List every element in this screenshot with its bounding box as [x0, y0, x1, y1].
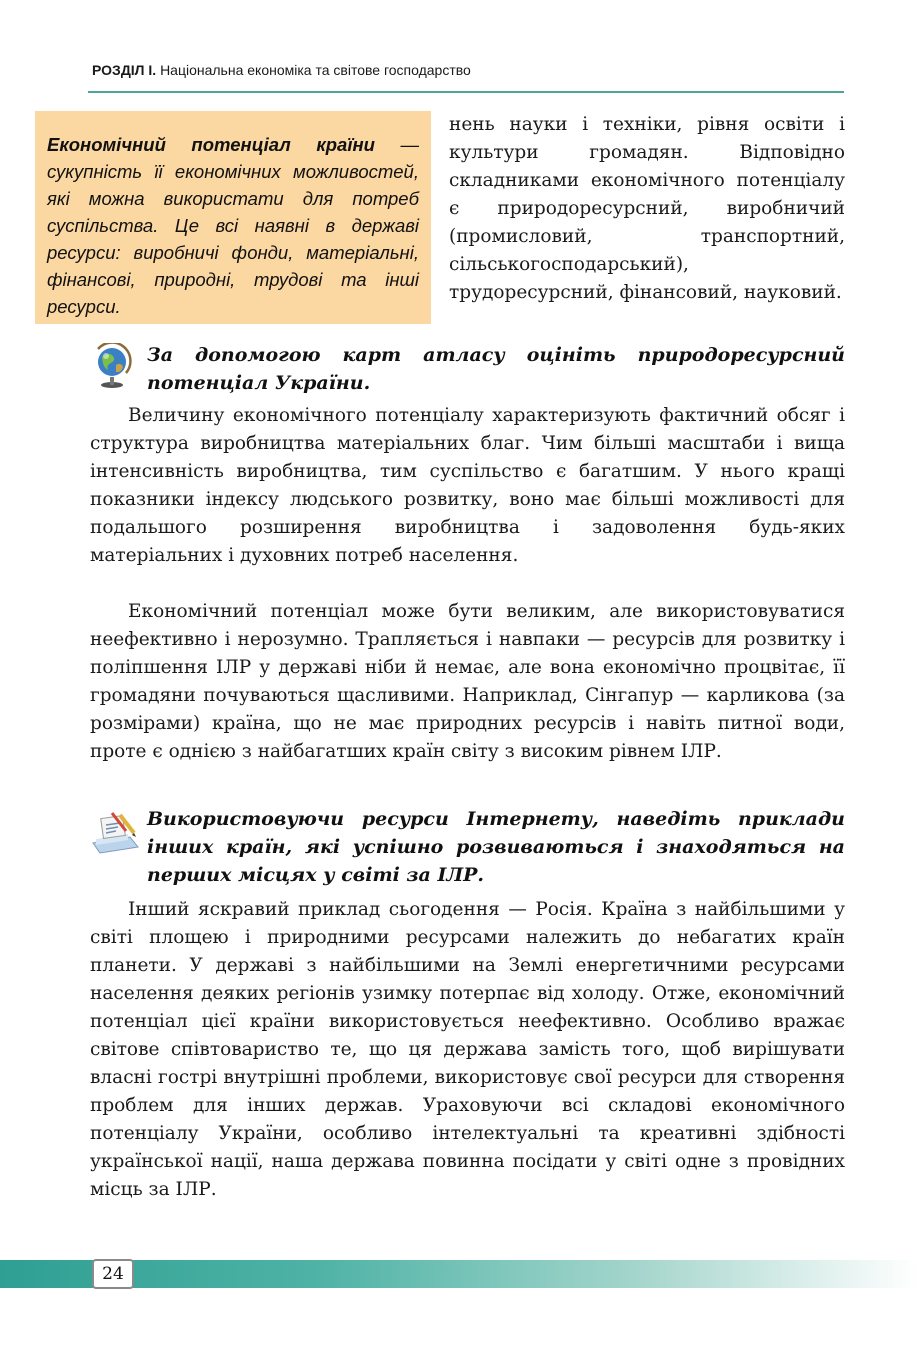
running-header: [92, 62, 471, 78]
internet-research-icon: [90, 809, 140, 855]
task-atlas: За допомогою карт атласу оцініть природоресурсний потенціал України.: [147, 344, 845, 394]
task-internet: Використовуючи ресурси Інтернету, наведіть приклади інших країн, які успішно розвиваються і знаходяться на перших місцях у світі за ІЛР.: [147, 808, 845, 886]
paragraph-1-text: Величину економічного потенціалу характеризують фактичний обсяг і структура виробництва матеріальних благ. Чим більші масштаби і вища інтенсивність виробництва, тим суспільство є багатшим. У нього кращі показники індексу людського розвитку, воно має більші можливості для подальшого розширення виробництва і задоволення будь-яких матеріальних і духовних потреб населення.: [90, 405, 845, 566]
globe-icon: [92, 343, 132, 389]
paragraph-1: [90, 402, 845, 570]
paragraph-2: [90, 598, 845, 766]
definition-text: — сукупність її економічних можливостей, які можна використати для потреб суспільства. Це всі наявні в державі ресурси: виробничі фонди, матеріальні, фінансові, природні, трудові та інші ресурси.: [47, 134, 420, 317]
definition-term: Економічний потенціал країни: [47, 134, 375, 155]
section-title: Національна економіка та світове господарство: [160, 62, 471, 78]
paragraph-2-text: Економічний потенціал може бути великим, але використовуватися неефективно і нерозумно. Трапляється і навпаки — ресурсів для розвитку і поліпшення ІЛР у державі ніби й немає, але вона економічно процвітає, її громадяни почуваються щасливими. Наприклад, Сінгапур — карликова (за розмірами) країна, що не має природних ресурсів і навіть питної води, проте є однією з найбагатших країн світу з високим рівнем ІЛР.: [90, 601, 845, 762]
definition-box: [35, 111, 431, 324]
page-number: 24: [92, 1259, 134, 1289]
footer-bar: [0, 1260, 918, 1288]
header-rule: [88, 91, 844, 93]
section-label: РОЗДІЛ І.: [92, 62, 157, 78]
paragraph-3-text: Інший яскравий приклад сьогодення — Росія. Країна з найбільшими у світі площею і природними ресурсами належить до небагатих країн планети. У державі з найбільшими на Землі енергетичними ресурсами населення деяких регіонів узимку потерпає від холоду. Отже, економічний потенціал цієї країни використовується неефективно. Особливо вражає світове співтовариство те, що ця держава замість того, щоб вирішувати власні гострі внутрішні проблеми, використовує свої ресурси для створення проблем для інших держав. Ураховуючи всі складові економічного потенціалу України, особливо інтелектуальні та креативні здібності української нації, наша держава повинна посідати у світі одне з провідних місць за ІЛР.: [90, 899, 845, 1200]
right-column-text: нень науки і техніки, рівня освіти і культури громадян. Відповідно складниками економічного потенціалу є природоресурсний, виробничий (промисловий, транспортний, сільськогосподарський), трудоресурсний, фінансовий, науковий.: [449, 114, 845, 303]
paragraph-3: [90, 896, 845, 1204]
